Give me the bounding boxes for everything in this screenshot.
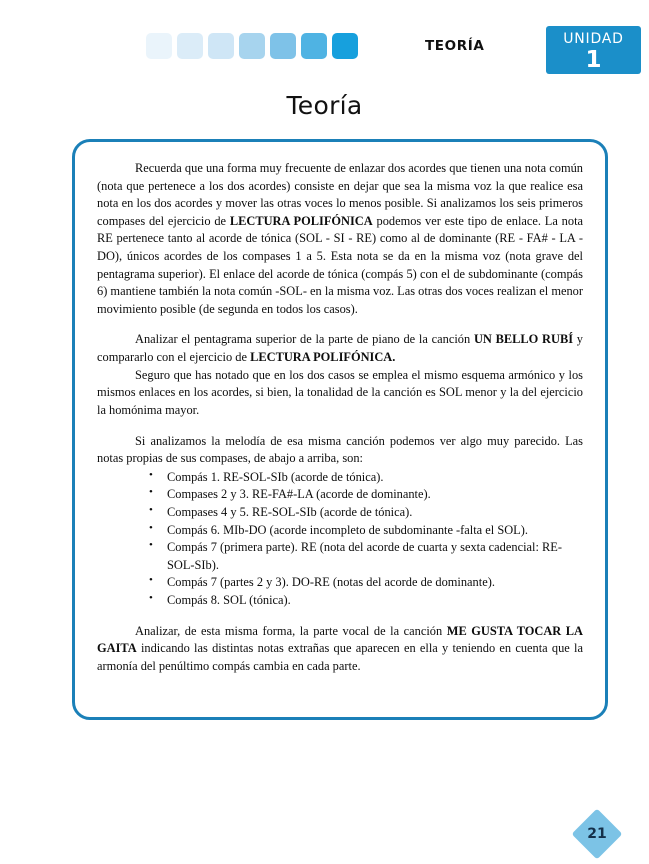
list-item: • Compás 7 (primera parte). RE (nota del acorde de cuarta y sexta cadencial: RE-SOL-SIb). [149,539,583,574]
list-item: • Compás 8. SOL (tónica). [149,592,583,610]
list-item: • Compases 2 y 3. RE-FA#-LA (acorde de dominante). [149,486,583,504]
unit-badge-word: UNIDAD [563,31,624,47]
unit-badge [546,26,641,74]
square-4-icon [239,33,265,59]
page-number-badge [573,810,621,858]
square-5-icon [270,33,296,59]
paragraph-1-text-c: podemos ver este tipo de enlace. La nota RE pertenece tanto al acorde de tónica (SOL - SI - RE) como al de dominante (RE - FA# - LA - DO), únicos acordes de los compases 1 a 5. Esta nota se da en la misma voz (nota grave del pentagrama superior). El enlace del acorde de tónica (compás 5) con el de subdominante (compás 6) mantiene también la nota común -SOL- en la misma voz. Las otras dos voces realizan el menor movimiento posible (de segunda en todos los casos). [97,213,584,316]
list-item: • Compases 4 y 5. RE-SOL-SIb (acorde de tónica). [149,504,583,522]
page-title: Teoría [286,91,363,120]
section-label: TEORÍA [425,38,485,54]
paragraph-2-text-c: y compararlo con el ejercicio de [97,332,584,365]
square-7-icon [332,33,358,59]
square-3-icon [208,33,234,59]
term-un-bello-rubi: UN BELLO RUBÍ [473,332,574,347]
square-1-icon [146,33,172,59]
paragraph-3: Seguro que has notado que en los dos casos se emplea el mismo esquema armónico y los mismos enlaces en los acordes, si bien, la tonalidad de la canción es SOL menor y la del ejercicio la homónima mayor. [97,367,583,417]
content-body [75,142,605,685]
paragraph-5-text-c: indicando las distintas notas extrañas que aparecen en ella y teniendo en cuenta que la armonía del penúltimo compás cambia en cada parte. [97,641,583,673]
term-me-gusta-tocar-la-gaita: ME GUSTA TOCAR LA GAITA [97,623,583,656]
paragraph-2 [97,331,583,366]
page-number-text: 21 [587,826,607,842]
paragraph-5-text-a: Analizar, de esta misma forma, la parte vocal de la canción [135,623,447,638]
list-item: • Compás 7 (partes 2 y 3). DO-RE (notas del acorde de dominante). [149,574,583,592]
term-lectura-polifonica-1: LECTURA POLIFÓNICA [229,213,373,228]
decorative-squares-strip [146,33,358,59]
square-2-icon [177,33,203,59]
list-item: • Compás 6. MIb-DO (acorde incompleto de subdominante -falta el SOL). [149,522,583,540]
paragraph-2-text-a: Analizar el pentagrama superior de la parte de piano de la canción [135,332,474,347]
unit-badge-number: 1 [585,47,602,73]
notes-list [97,469,583,610]
paragraph-5 [97,623,583,676]
content-box [72,139,608,720]
square-6-icon [301,33,327,59]
paragraph-1-text-a: Recuerda que una forma muy frecuente de enlazar dos acordes que tienen una nota común (nota que pertenece a los dos acordes) consiste en dejar que sea la misma voz la que realice esa nota en los dos acordes y mover las otras voces lo menos posible. Si analizamos los seis primeros compases del ejercicio de [97,161,583,228]
paragraph-4: Si analizamos la melodía de esa misma canción podemos ver algo muy parecido. Las notas propias de sus compases, de abajo a arriba, son: [97,433,583,466]
paragraph-1 [97,160,583,318]
page-header [0,0,649,92]
term-lectura-polifonica-2: LECTURA POLIFÓNICA. [250,350,396,365]
list-item: • Compás 1. RE-SOL-SIb (acorde de tónica). [149,469,583,487]
